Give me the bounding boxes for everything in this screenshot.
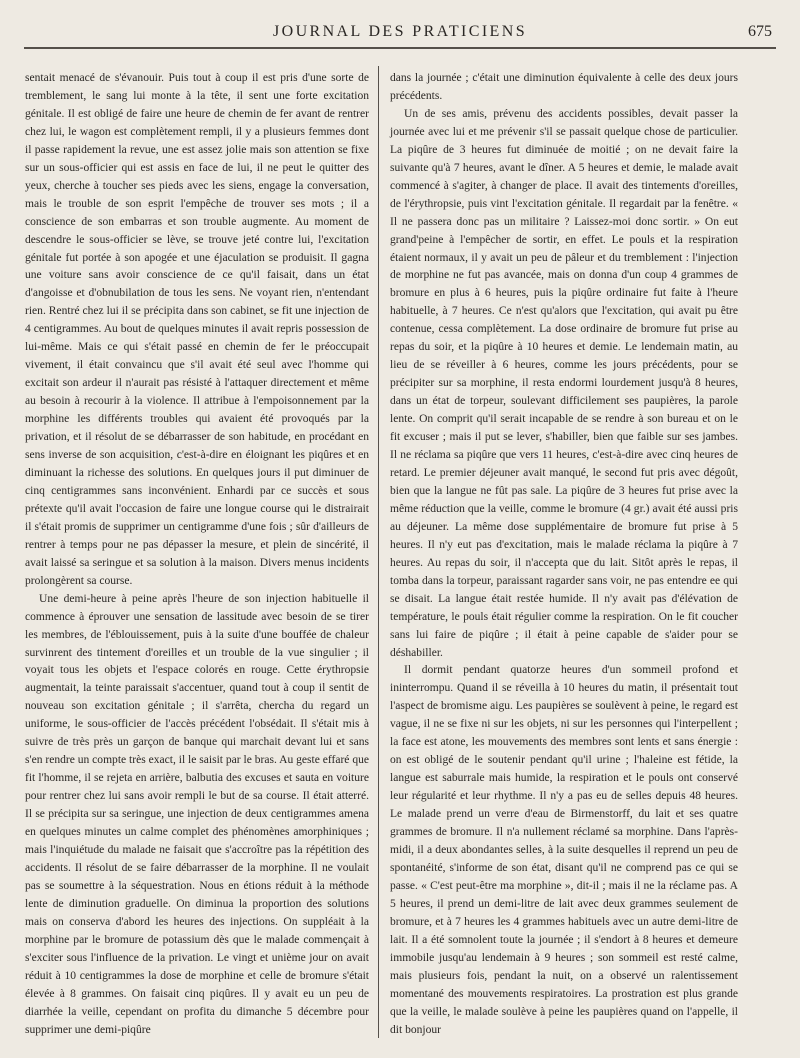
right-column — [390, 70, 738, 1039]
journal-title: JOURNAL DES PRATICIENS — [272, 23, 527, 40]
column-divider — [378, 66, 379, 1038]
header-rule — [24, 47, 776, 49]
paragraph: Il dormit pendant quatorze heures d'un sommeil profond et ininterrompu. Quand il se réveilla à 10 heures du matin, il présentait tout l'aspect de bromisme aigu. Les paupières se soulèvent à peine, le regard est vague, il ne se fixe ni sur les objets, ni sur les personnes qui l'interpellent ; la face est atone, les mouvements des membres sont lents et sans énergie : on est obligé de le soutenir pendant qu'il urine ; l'haleine est fétide, la langue est saburrale mais humide, la respiration et le pouls ont conservé leur régularité et leur rhythme. Il n'y a pas eu de selles depuis 48 heures. Le malade prend un verre d'eau de Birmenstorff, du lait et ses quatre grammes de bromure. Il n'a nullement réclamé sa morphine. Dans l'après-midi, il a deux abondantes selles, à la suite desquelles il reprend un peu de spontanéité, s'informe de son état, disant qu'il ne comprend pas ce qui se passe. « C'est peut-être ma morphine », dit-il ; mais il ne la réclame pas. A 5 heures, il prend un demi-litre de lait avec deux grammes seulement de bromure, et à 7 heures les 4 grammes habituels avec un autre demi-litre de lait. Il a été somnolent toute la journée ; il s'endort à 8 heures et demeure immobile jusqu'au lendemain à 9 heures ; son sommeil est resté calme, mais plusieurs fois, pendant la nuit, on a observé un ralentissement momentané des mouvements respiratoires. La prostration est plus grande que la veille, le malade soulève à peine les paupières quand on l'appelle, il dit bonjour — [390, 664, 738, 1036]
left-column — [25, 70, 369, 1039]
paragraph: Une demi-heure à peine après l'heure de son injection habituelle il commence à éprouver une sensation de lassitude avec besoin de se tirer les membres, de l'éblouissement, puis à la suite d'une bouffée de chaleur survinrent des tintement d'oreilles et un trouble de la vue singulier ; il voyait tous les objets et l'espace colorés en rouge. Cette érythropsie augmentait, la teinte paraissait s'accentuer, quand tout à coup il sentit de nouveau son excitation génitale ; il s'arrêta, chercha du regard un uniforme, le sous-officier de l'accès précédent l'obsédait. Il s'était mis à suivre de très près un garçon de banque qui marchait devant lui et sans s'en rendre un compte très exact, il le saisit par le bras. Au geste effaré que fit l'homme, il se rejeta en arrière, balbutia des excuses et sauta en voiture pour rentrer chez lui sans avoir rempli le but de sa course. Il était atterré. Il se précipita sur sa seringue, une injection de deux centigrammes amena en quelques minutes un calme complet des phénomènes amorphiniques ; mais l'inquiétude du malade ne faisait que s'accroître pas la répétition des accidents. Il résolut de se faire débarrasser de la morphine. Il ne voulait pas se soumettre à la séquestration. Nous en étions réduit à la méthode lente de diminution graduelle. On diminua la proportion des solutions mais on conserva d'abord les heures des injections. On suppléait à la morphine par le bromure de potassium dès que le malade commençait à s'exciter sous l'influence de la privation. Le vingt et unième jour on avait réduit à 10 centigrammes la dose de morphine et celle de bromure s'était élevée à 8 grammes. On faisait cinq piqûres. Il y avait eu un peu de diarrhée la veille, cependant on profita du dimanche 5 décembre pour supprimer une demi-piqûre — [25, 592, 369, 1036]
paragraph: sentait menacé de s'évanouir. Puis tout à coup il est pris d'une sorte de tremblement, le sang lui monte à la tête, il sent une forte excitation génitale. Il est obligé de faire une heure de chemin de fer avant de rentrer chez lui, le wagon est complètement rempli, il y a plusieurs femmes dont il passe rapidement la revue, une est assez jolie mais son attention se fixe sur un sous-officier qui est assis en face de lui, il ne peut le quitter des yeux, cherche à toucher ses pieds avec les siens, engage la conversation, mais le trouble de son esprit l'empêche de trouver ses mots ; il a conscience de son embarras et son trouble augmente. Au moment de descendre le sous-officier se lève, se trouve jeté contre lui, l'excitation génitale fut portée à son apogée et une éjaculation se produisit. Il gagna une voiture sans avoir conscience de ce qu'il faisait, dans un état d'angoisse et d'obnubilation de tous les sens. Ne voyant rien, n'entendant rien. Rentré chez lui il se précipita dans son cabinet, se fit une injection de 4 centigrammes. Au bout de quelques minutes il avait repris possession de lui-même. Mais ce qui s'était passé en chemin de fer le préoccupait vivement, il était convaincu que s'il avait été seul avec l'homme qui excitait son ardeur il n'aurait pas résisté à l'attaquer directement et même au besoin à recourir à la violence. Il attribue à l'empoisonnement par la morphine les différents troubles qui avaient été provoqués par la privation, et il résolut de se débarrasser de son habitude, en procédant en sens inverse de son acquisition, c'est-à-dire en éloignant les piqûres et en diminuant la richesse des solutions. En quelques jours il put diminuer de cinq centigrammes sans inconvénient. Enhardi par ce succès et sous prétexte qu'il avait l'occasion de faire une longue course qui le distrairait il s'était promis de supprimer un centigramme d'une fois ; sûr d'ailleurs de rentrer à temps pour ne pas dépasser la mesure, et plein de sincérité, il avait laissé sa seringue et sa solution à la maison. Divers menus incidents prolongèrent sa course. — [25, 72, 369, 587]
page-header — [24, 20, 776, 46]
paragraph: Un de ses amis, prévenu des accidents possibles, devait passer la journée avec lui et me prévenir s'il se passait quelque chose de particulier. La piqûre de 3 heures fut diminuée de moitié ; on ne devait faire la suivante qu'à 7 heures, avant le dîner. A 5 heures et demie, le malade avait commencé à s'agiter, à changer de place. Il avait des tintements d'oreilles, de l'érythropsie, puis vint l'excitation génitale. Il regardait par la fenêtre. « Il ne passera donc pas un militaire ? Laissez-moi donc sortir. » On eut grand'peine à l'empêcher de sortir, en effet. Le pouls et la respiration étaient normaux, il y avait un peu de pâleur et du tremblement : l'injection de morphine ne fut pas avancée, mais on donna d'un coup 4 grammes de bromure en plus à 6 heures, puis la piqûre ordinaire fut faite à l'heure habituelle, à 7 heures. Ce n'est qu'alors que l'excitation, qui avait pu être contenue, cessa complètement. La dose ordinaire de bromure fut prise au repas du soir, et la piqûre à 10 heures et demie. Le lendemain matin, au lieu de se réveiller à 6 heures, comme les jours précédents, pour se précipiter sur sa morphine, il resta endormi lourdement jusqu'à 8 heures, dans un état de torpeur, soulevant difficilement ses paupières, la parole lente. On comprit qu'il serait incapable de se rendre à son bureau et on le fit excuser ; mais il put se lever, s'habiller, bien que faible sur ses jambes. Il ne réclama sa piqûre que vers 11 heures, c'est-à-dire avec cinq heures de retard. Le premier déjeuner avait manqué, le second fut pris avec dégoût, bien que la langue ne fût pas sale. La piqûre de 3 heures fut prise avec la même réduction que la veille, comme le bromure (4 gr.) avait été aussi pris au déjeuner. La même dose supplémentaire de bromure fut prise à 5 heures. Il n'y eut pas d'excitation, mais le malade réclama la piqûre à 7 heures. Au repas du soir, il n'accepta que du lait. Sitôt après le repas, il tomba dans la torpeur, paraissant ragarder sans voir, ne pas entendre ee qui se disait. La langue était restée humide. Il n'y avait pas d'élévation de température, le pouls était régulier comme la respiration. On le fit coucher sans lui faire de piqûre ; il était à peine capable de s'aider pour se déshabiller. — [390, 107, 738, 659]
page-number: 675 — [748, 23, 772, 40]
paragraph: dans la journée ; c'était une diminution équivalente à celle des deux jours précédents. — [390, 72, 738, 102]
